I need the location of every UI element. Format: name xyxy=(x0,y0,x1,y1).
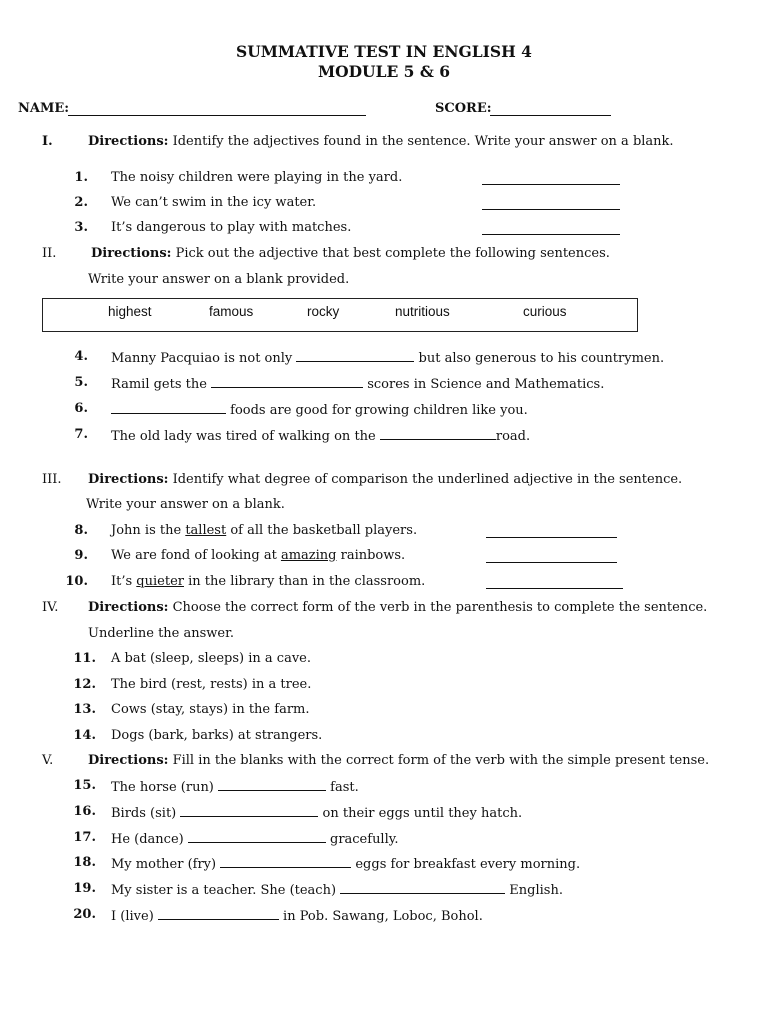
name-field[interactable] xyxy=(68,103,366,116)
item-number: 3. xyxy=(74,220,88,235)
answer-blank[interactable] xyxy=(296,349,414,362)
item-text: It’s dangerous to play with matches. xyxy=(111,220,352,235)
word-bank xyxy=(42,298,638,332)
answer-blank[interactable] xyxy=(340,881,505,894)
answer-blank[interactable] xyxy=(486,576,623,589)
underlined-adjective: amazing xyxy=(280,548,337,563)
section-4-directions-line2: Underline the answer. xyxy=(88,626,235,641)
item-text: We are fond of looking at amazing rainbows. xyxy=(111,548,406,563)
item-number: 16. xyxy=(73,804,96,819)
item-number: 7. xyxy=(74,427,88,442)
word-bank-item: highest xyxy=(108,304,152,319)
item-number: 20. xyxy=(73,907,96,922)
item-text: Birds (sit) on their eggs until they hatch. xyxy=(111,806,523,821)
item-number: 17. xyxy=(73,830,96,845)
item-text: We can’t swim in the icy water. xyxy=(111,195,317,210)
item-text: I (live) in Pob. Sawang, Loboc, Bohol. xyxy=(111,909,483,924)
item-text: Ramil gets the scores in Science and Mathematics. xyxy=(111,377,605,392)
answer-blank[interactable] xyxy=(111,401,226,414)
section-1-directions: Directions: Identify the adjectives found in the sentence. Write your answer on a blank. xyxy=(88,134,674,149)
item-number: 5. xyxy=(74,375,88,390)
item-text: My mother (fry) eggs for breakfast every morning. xyxy=(111,857,581,872)
item-text: Cows (stay, stays) in the farm. xyxy=(111,702,310,717)
answer-blank[interactable] xyxy=(486,525,617,538)
answer-blank[interactable] xyxy=(158,907,279,920)
item-text: foods are good for growing children like you. xyxy=(111,401,528,418)
score-field[interactable] xyxy=(490,103,611,116)
item-number: 1. xyxy=(74,170,88,185)
section-4-directions: Directions: Choose the correct form of the verb in the parenthesis to complete the sentence. xyxy=(88,600,708,615)
section-2-directions: Directions: Pick out the adjective that best complete the following sentences. xyxy=(91,246,610,261)
word-bank-item: rocky xyxy=(307,304,340,319)
score-label: SCORE: xyxy=(435,101,492,116)
word-bank-item: nutritious xyxy=(395,304,450,319)
item-number: 18. xyxy=(73,855,96,870)
item-text: It’s quieter in the library than in the classroom. xyxy=(111,574,426,589)
item-text: He (dance) gracefully. xyxy=(111,832,399,847)
item-text: My sister is a teacher. She (teach) English. xyxy=(111,883,563,898)
section-3-directions-line2: Write your answer on a blank. xyxy=(86,497,285,512)
item-number: 4. xyxy=(74,349,88,364)
item-number: 19. xyxy=(73,881,96,896)
underlined-adjective: quieter xyxy=(136,574,184,589)
answer-blank[interactable] xyxy=(180,804,318,817)
section-3-directions: Directions: Identify what degree of comparison the underlined adjective in the sentence. xyxy=(88,472,683,487)
item-number: 15. xyxy=(73,778,96,793)
item-text: The noisy children were playing in the yard. xyxy=(111,170,403,185)
item-number: 11. xyxy=(73,651,96,666)
test-title: SUMMATIVE TEST IN ENGLISH 4 xyxy=(236,42,532,61)
section-3-roman: III. xyxy=(42,472,62,487)
word-bank-item: curious xyxy=(523,304,567,319)
section-2-directions-line2: Write your answer on a blank provided. xyxy=(88,272,350,287)
item-text: The horse (run) fast. xyxy=(111,780,359,795)
item-text: A bat (sleep, sleeps) in a cave. xyxy=(111,651,311,666)
item-text: Dogs (bark, barks) at strangers. xyxy=(111,728,323,743)
item-number: 8. xyxy=(74,523,88,538)
section-5-roman: V. xyxy=(42,753,54,768)
section-5-directions: Directions: Fill in the blanks with the correct form of the verb with the simple present tense. xyxy=(88,753,710,768)
answer-blank[interactable] xyxy=(486,550,617,563)
section-1-roman: I. xyxy=(42,134,53,149)
item-number: 13. xyxy=(73,702,96,717)
item-number: 12. xyxy=(73,677,96,692)
item-number: 9. xyxy=(74,548,88,563)
answer-blank[interactable] xyxy=(218,778,326,791)
item-text: The bird (rest, rests) in a tree. xyxy=(111,677,312,692)
item-text: John is the tallest of all the basketball players. xyxy=(111,523,418,538)
answer-blank[interactable] xyxy=(482,172,620,185)
answer-blank[interactable] xyxy=(188,830,326,843)
answer-blank[interactable] xyxy=(211,375,363,388)
name-label: NAME: xyxy=(18,101,70,116)
answer-blank[interactable] xyxy=(482,222,620,235)
answer-blank[interactable] xyxy=(220,855,351,868)
answer-blank[interactable] xyxy=(380,427,496,440)
section-4-roman: IV. xyxy=(42,600,59,615)
item-number: 10. xyxy=(65,574,88,589)
item-text: Manny Pacquiao is not only but also generous to his countrymen. xyxy=(111,351,665,366)
underlined-adjective: tallest xyxy=(185,523,227,538)
item-number: 14. xyxy=(73,728,96,743)
answer-blank[interactable] xyxy=(482,197,620,210)
section-2-roman: II. xyxy=(42,246,57,261)
item-number: 6. xyxy=(74,401,88,416)
module-subtitle: MODULE 5 & 6 xyxy=(317,62,451,81)
item-number: 2. xyxy=(74,195,88,210)
word-bank-item: famous xyxy=(209,304,254,319)
item-text: The old lady was tired of walking on the road. xyxy=(111,429,531,444)
